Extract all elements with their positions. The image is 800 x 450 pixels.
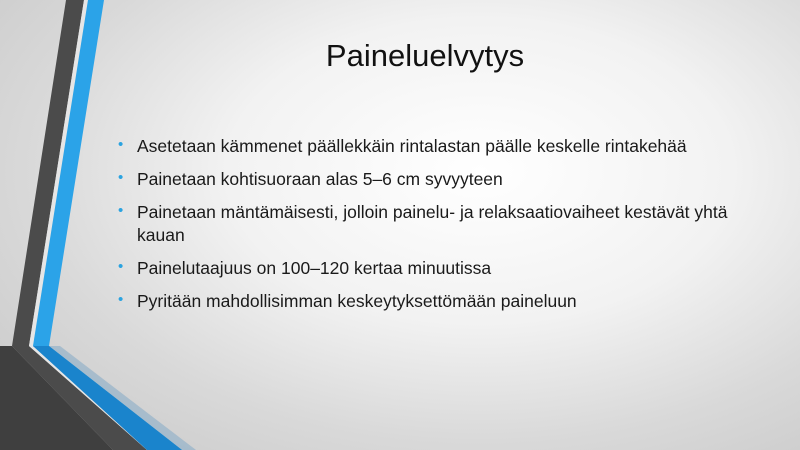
bullet-item <box>118 290 758 313</box>
bullet-dot-icon: • <box>118 136 124 153</box>
bullet-text: Painetaan kohtisuoraan alas 5–6 cm syvyyteen <box>137 169 503 189</box>
bullet-item <box>118 201 758 247</box>
bullet-list <box>118 135 758 323</box>
bullet-text: Painetaan mäntämäisesti, jolloin painelu- ja relaksaatiovaiheet kestävät yhtä kauan <box>137 202 728 245</box>
bullet-dot-icon: • <box>118 291 124 308</box>
bullet-text: Painelutaajuus on 100–120 kertaa minuutissa <box>137 258 492 278</box>
bullet-dot-icon: • <box>118 258 124 275</box>
bullet-text: Asetetaan kämmenet päällekkäin rintalastan päälle keskelle rintakehää <box>137 136 687 156</box>
bullet-text: Pyritään mahdollisimman keskeytyksettömään paineluun <box>137 291 577 311</box>
bullet-item <box>118 135 758 158</box>
bullet-item <box>118 257 758 280</box>
bullet-item <box>118 168 758 191</box>
bullet-dot-icon: • <box>118 202 124 219</box>
slide-title: Paineluelvytys <box>325 38 525 73</box>
bullet-dot-icon: • <box>118 169 124 186</box>
